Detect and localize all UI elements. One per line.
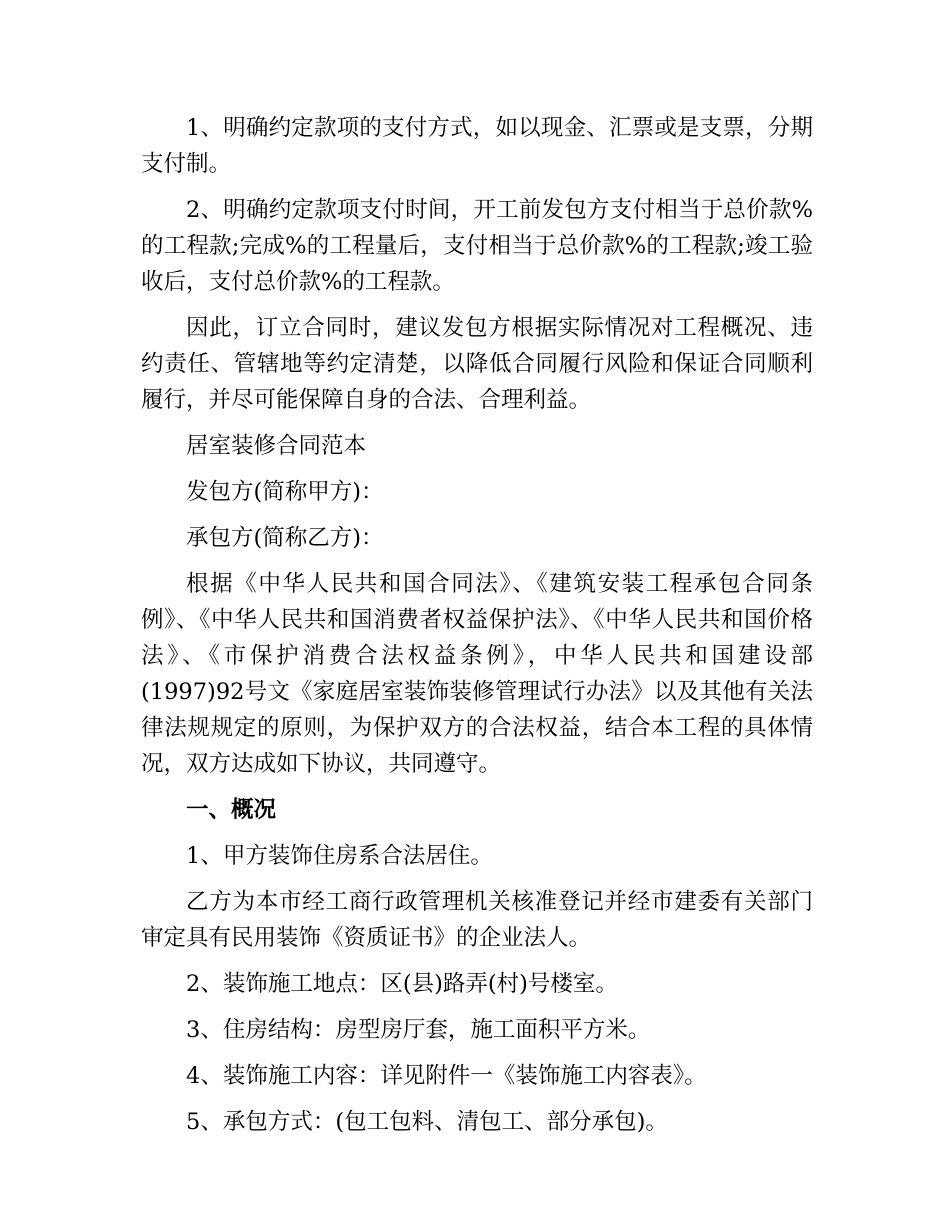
paragraph-advice: 因此，订立合同时，建议发包方根据实际情况对工程概况、违约责任、管辖地等约定清楚，以降低合同履行风险和保证合同顺利履行，并尽可能保障自身的合法、合理利益。: [141, 315, 813, 413]
paragraph-legal-basis: 根据《中华人民共和国合同法》、《建筑安装工程承包合同条例》、《中华人民共和国消费者权益保护法》、《中华人民共和国价格法》、《市保护消费合法权益条例》，中华人民共和国建设部(1997)92号文《家庭居室装饰装修管理试行办法》以及其他有关法律法规规定的原则，为保护双方的合法权益，结合本工程的具体情况，双方达成如下协议，共同遵守。: [141, 571, 813, 777]
clause-2: 2、装饰施工地点：区(县)路弄(村)号楼室。: [186, 971, 618, 997]
section-heading-overview: 一、概况: [186, 797, 277, 823]
clause-5: 5、承包方式：(包工包料、清包工、部分承包)。: [186, 1109, 668, 1135]
clause-3: 3、住房结构：房型房厅套，施工面积平方米。: [186, 1017, 651, 1043]
party-a-line: 发包方(简称甲方)：: [186, 479, 384, 505]
clause-4: 4、装饰施工内容：详见附件一《装饰施工内容表》。: [186, 1063, 707, 1089]
clause-1: 1、甲方装饰住房系合法居住。: [186, 843, 493, 869]
paragraph-party-b-qualification: 乙方为本市经工商行政管理机关核准登记并经市建委有关部门审定具有民用装饰《资质证书》的企业法人。: [141, 889, 813, 951]
document-body: [141, 110, 813, 1150]
paragraph-payment-method: 1、明确约定款项的支付方式，如以现金、汇票或是支票，分期支付制。: [141, 115, 813, 177]
party-b-line: 承包方(简称乙方)：: [186, 525, 384, 551]
contract-title: 居室装修合同范本: [186, 433, 367, 459]
paragraph-payment-time: 2、明确约定款项支付时间，开工前发包方支付相当于总价款%的工程款;完成%的工程量后，支付相当于总价款%的工程款;竣工验收后，支付总价款%的工程款。: [141, 197, 813, 295]
